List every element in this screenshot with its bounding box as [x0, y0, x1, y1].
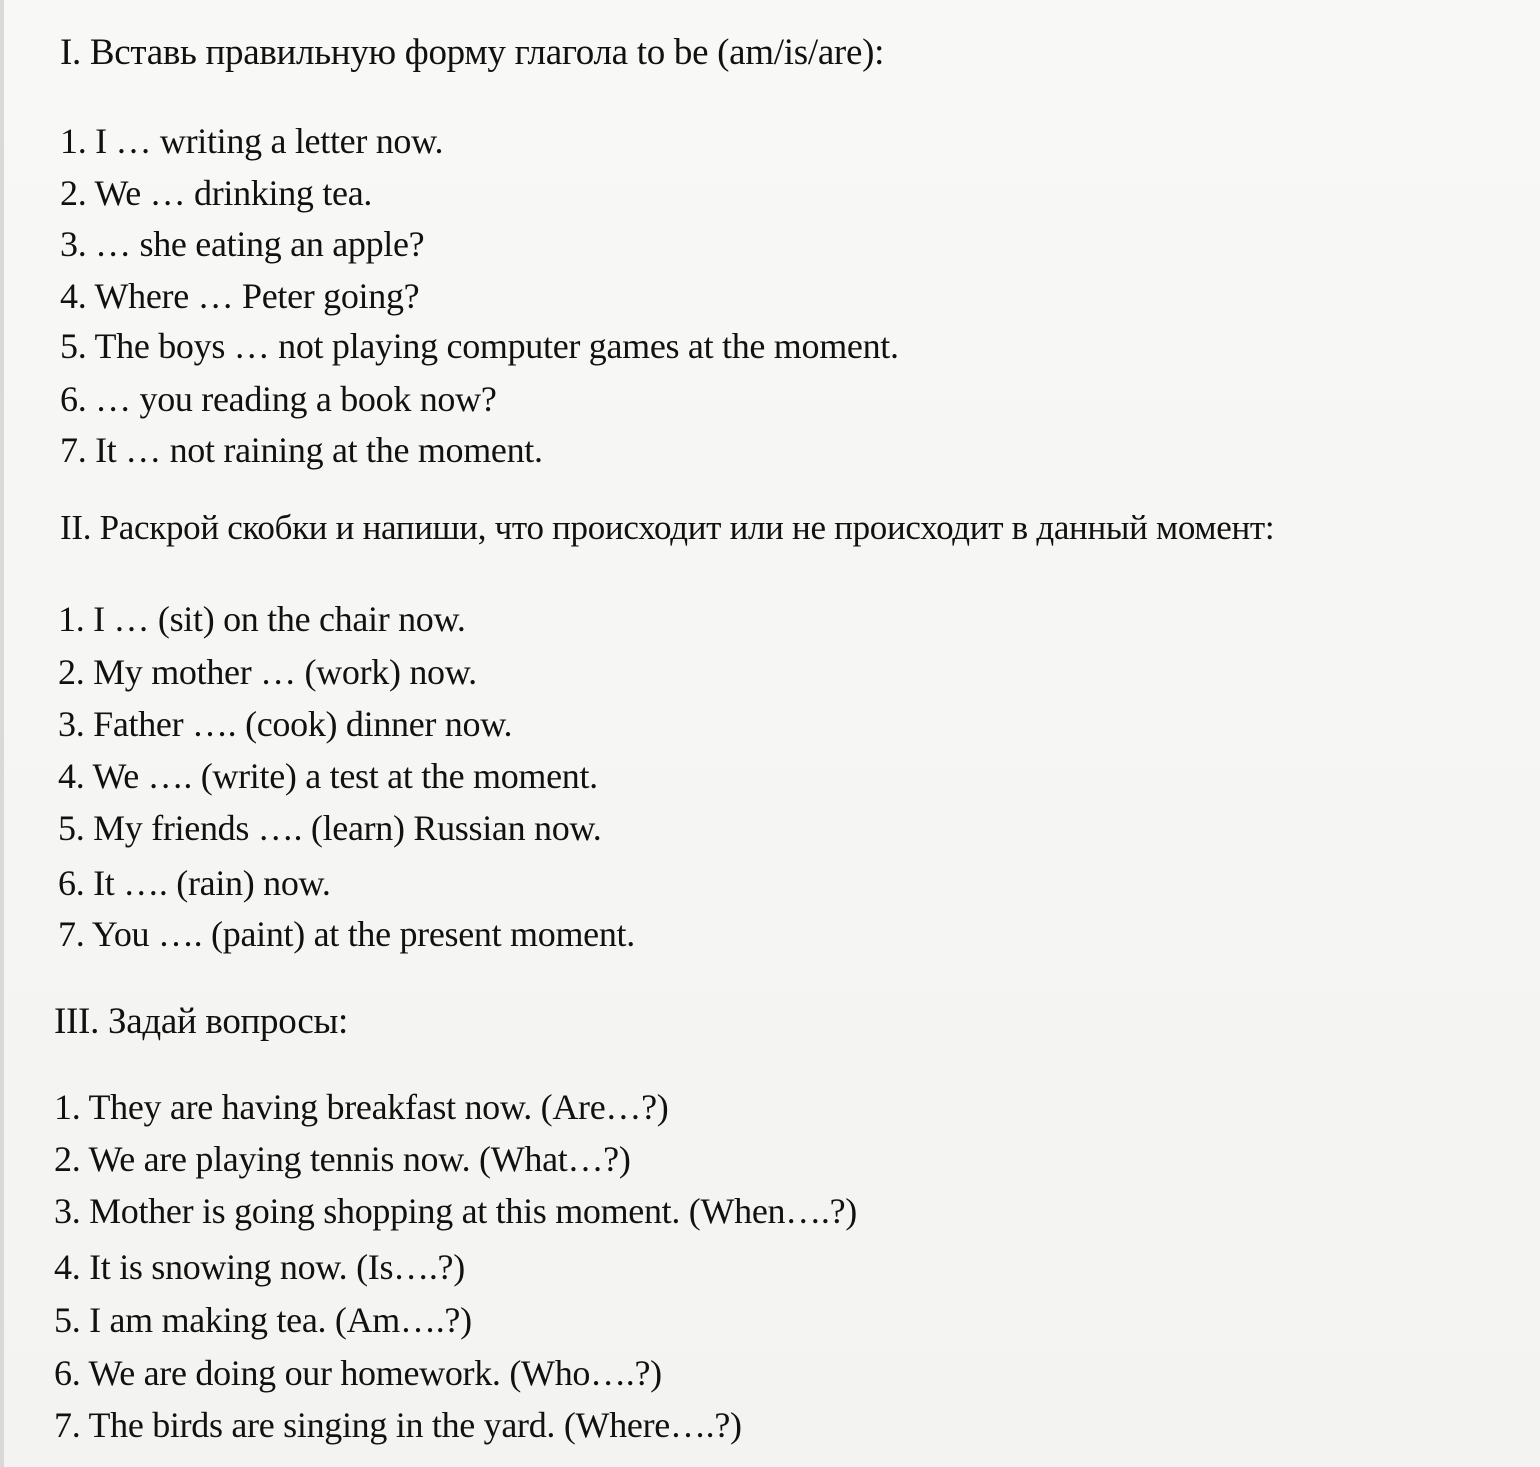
section-3-item-2: 2. We are playing tennis now. (What…?): [54, 1139, 631, 1179]
section-2-item-7: 7. You …. (paint) at the present moment.: [58, 914, 635, 954]
section-2-heading: II. Раскрой скобки и напиши, что происходит или не происходит в данный момент:: [60, 508, 1275, 547]
section-3-item-6: 6. We are doing our homework. (Who….?): [54, 1353, 662, 1393]
section-2-item-2: 2. My mother … (work) now.: [58, 652, 477, 692]
section-1-item-7: 7. It … not raining at the moment.: [60, 430, 543, 470]
section-2-item-3: 3. Father …. (cook) dinner now.: [58, 704, 513, 744]
section-3-heading: III. Задай вопросы:: [54, 1001, 349, 1042]
section-1-heading: I. Вставь правильную форму глагола to be (am/is/are):: [60, 32, 885, 73]
section-3-item-3: 3. Mother is going shopping at this moment. (When….?): [54, 1191, 857, 1231]
section-3-item-7: 7. The birds are singing in the yard. (Where….?): [54, 1405, 742, 1445]
section-2-item-4: 4. We …. (write) a test at the moment.: [58, 756, 598, 796]
section-1-item-2: 2. We … drinking tea.: [60, 173, 373, 213]
section-3-item-4: 4. It is snowing now. (Is….?): [54, 1247, 465, 1287]
section-2-item-1: 1. I … (sit) on the chair now.: [58, 599, 466, 639]
page-edge: [0, 0, 4, 1467]
section-2-item-5: 5. My friends …. (learn) Russian now.: [58, 808, 602, 848]
section-3-item-1: 1. They are having breakfast now. (Are…?): [54, 1087, 669, 1127]
section-1-item-1: 1. I … writing a letter now.: [60, 121, 444, 161]
section-1-item-5: 5. The boys … not playing computer games at the moment.: [60, 326, 899, 366]
section-1-item-4: 4. Where … Peter going?: [60, 276, 420, 316]
section-3-item-5: 5. I am making tea. (Am….?): [54, 1300, 472, 1340]
section-1-item-3: 3. … she eating an apple?: [60, 224, 425, 264]
section-1-item-6: 6. … you reading a book now?: [60, 379, 497, 419]
section-2-item-6: 6. It …. (rain) now.: [58, 863, 331, 903]
